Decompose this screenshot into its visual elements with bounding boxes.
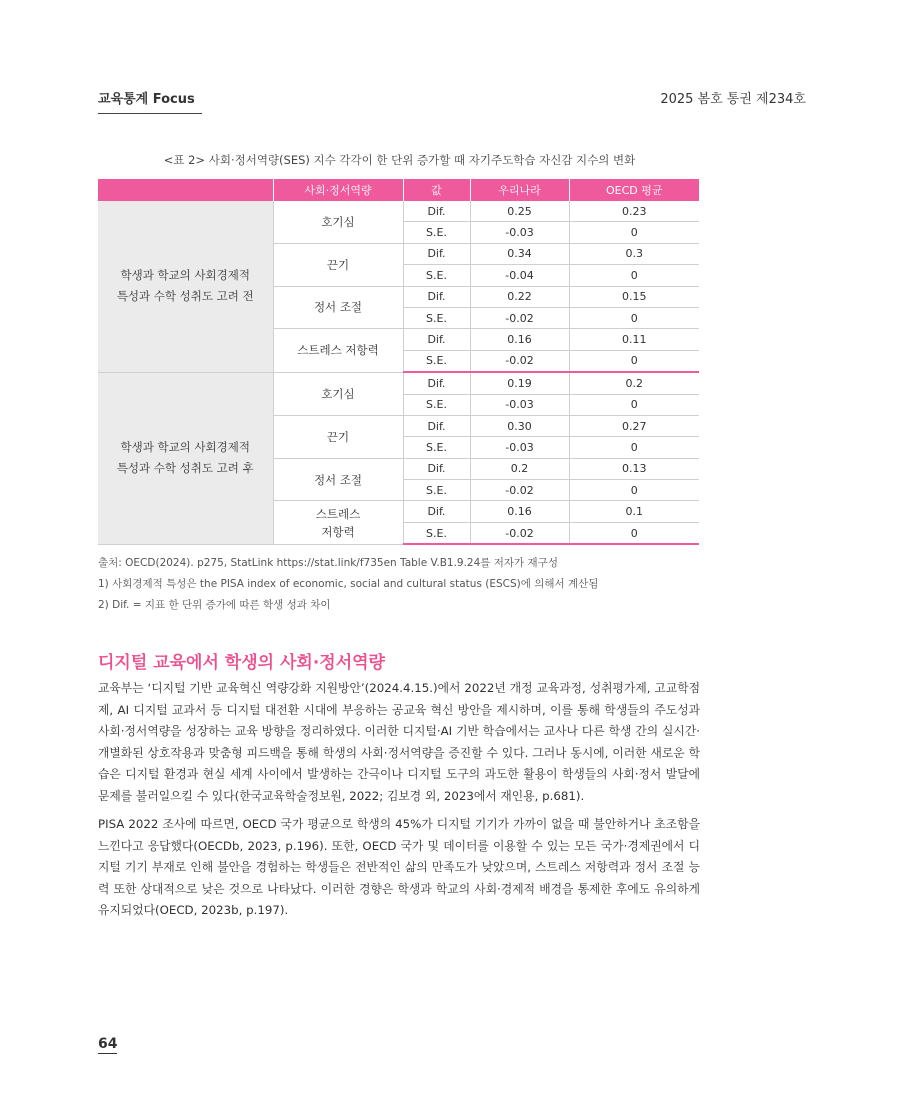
stat-type-cell: Dif. (403, 501, 470, 522)
korea-value-cell: -0.04 (470, 265, 569, 286)
oecd-value-cell: 0 (569, 437, 699, 458)
footnote: 1) 사회경제적 특성은 the PISA index of economic, social and cultural status (ESCS)에 의해서 계산됨 (98, 578, 599, 590)
competency-label: 끈기 (273, 415, 403, 458)
publication-name: 교육통계 Focus (98, 88, 202, 114)
table-body (98, 201, 699, 544)
korea-value-cell: -0.02 (470, 522, 569, 544)
column-header: 값 (403, 179, 470, 201)
stat-type-cell: Dif. (403, 243, 470, 264)
group-label: 학생과 학교의 사회경제적 특성과 수학 성취도 고려 전 (98, 201, 273, 372)
table-row (98, 201, 699, 222)
korea-value-cell: -0.02 (470, 350, 569, 372)
stat-type-cell: Dif. (403, 372, 470, 394)
korea-value-cell: -0.03 (470, 394, 569, 415)
running-header (98, 88, 806, 108)
stat-type-cell: Dif. (403, 329, 470, 350)
competency-label: 호기심 (273, 201, 403, 243)
stat-type-cell: S.E. (403, 394, 470, 415)
stat-type-cell: S.E. (403, 222, 470, 243)
oecd-value-cell: 0.13 (569, 458, 699, 479)
stat-type-cell: S.E. (403, 350, 470, 372)
oecd-value-cell: 0 (569, 480, 699, 501)
source-note: 출처: OECD(2024). p275, StatLink https://stat.link/f735en Table V.B1.9.24를 저자가 재구성 (98, 557, 558, 569)
body-paragraph: 교육부는 ‘디지털 기반 교육혁신 역량강화 지원방안’(2024.4.15.)에서 2022년 개정 교육과정, 성취평가제, 고교학점제, AI 디지털 교과서 등 디지털 대전환 시대에 부응하는 공교육 혁신 방안을 제시하며, 이를 통해 학생들의 주도성과 사회·정서역량을 성장하는 교육 방향을 정리하였다. 이러한 디지털·AI 기반 학습에서는 교사나 다른 학생 간의 실시간·개별화된 상호작용과 맞춤형 피드백을 통해 학생의 사회·정서역량을 증진할 수 있다. 그러나 동시에, 이러한 새로운 학습은 디지털 환경과 현실 세계 사이에서 발생하는 간극이나 디지털 도구의 과도한 활용이 학생들의 사회·정서 발달에 문제를 불러일으킬 수 있다(한국교육학술정보원, 2022; 김보경 외, 2023에서 재인용, p.681). (98, 681, 700, 803)
korea-value-cell: 0.30 (470, 415, 569, 436)
korea-value-cell: 0.22 (470, 286, 569, 307)
column-header (98, 179, 273, 201)
competency-label: 스트레스 저항력 (273, 501, 403, 544)
oecd-value-cell: 0 (569, 522, 699, 544)
table-row (98, 372, 699, 394)
stat-type-cell: Dif. (403, 458, 470, 479)
column-header: 사회·정서역량 (273, 179, 403, 201)
section-title: 디지털 교육에서 학생의 사회·정서역량 (98, 653, 385, 673)
competency-label: 끈기 (273, 243, 403, 286)
ses-table (98, 179, 699, 545)
competency-label: 정서 조절 (273, 286, 403, 329)
page-number: 64 (98, 1036, 118, 1052)
korea-value-cell: -0.02 (470, 307, 569, 328)
stat-type-cell: S.E. (403, 265, 470, 286)
stat-type-cell: Dif. (403, 201, 470, 222)
competency-label: 스트레스 저항력 (273, 329, 403, 372)
column-header: OECD 평균 (569, 179, 699, 201)
oecd-value-cell: 0.1 (569, 501, 699, 522)
korea-value-cell: 0.19 (470, 372, 569, 394)
stat-type-cell: S.E. (403, 480, 470, 501)
korea-value-cell: 0.2 (470, 458, 569, 479)
competency-label: 호기심 (273, 372, 403, 415)
oecd-value-cell: 0 (569, 307, 699, 328)
group-label: 학생과 학교의 사회경제적 특성과 수학 성취도 고려 후 (98, 372, 273, 544)
footnote: 2) Dif. = 지표 한 단위 증가에 따른 학생 성과 차이 (98, 599, 331, 611)
oecd-value-cell: 0.3 (569, 243, 699, 264)
table-notes (98, 555, 598, 618)
stat-type-cell: S.E. (403, 307, 470, 328)
oecd-value-cell: 0 (569, 350, 699, 372)
oecd-value-cell: 0 (569, 265, 699, 286)
oecd-value-cell: 0.27 (569, 415, 699, 436)
issue-info: 2025 봄호 통권 제234호 (660, 92, 806, 107)
table-header-row (98, 179, 699, 201)
oecd-value-cell: 0 (569, 394, 699, 415)
stat-type-cell: S.E. (403, 437, 470, 458)
korea-value-cell: -0.03 (470, 222, 569, 243)
stat-type-cell: Dif. (403, 286, 470, 307)
korea-value-cell: 0.16 (470, 501, 569, 522)
oecd-value-cell: 0.15 (569, 286, 699, 307)
table-caption: <표 2> 사회·정서역량(SES) 지수 각각이 한 단위 증가할 때 자기주도학습 자신감 지수의 변화 (163, 153, 636, 167)
korea-value-cell: 0.25 (470, 201, 569, 222)
body-paragraph: PISA 2022 조사에 따르면, OECD 국가 평균으로 학생의 45%가 디지털 기기가 가까이 없을 때 불안하거나 초조함을 느낀다고 응답했다(OECDb, 2023, p.196). 또한, OECD 국가 및 데이터를 이용할 수 있는 모든 국가·경제권에서 디지털 기기 부재로 인해 불안을 경험하는 학생들은 전반적인 삶의 만족도가 낮았으며, 스트레스 저항력과 정서 조절 능력 또한 상대적으로 낮은 것으로 나타났다. 이러한 경향은 학생과 학교의 사회·경제적 배경을 통제한 후에도 유의하게 유지되었다(OECD, 2023b, p.197). (98, 817, 700, 917)
column-header: 우리나라 (470, 179, 569, 201)
korea-value-cell: 0.34 (470, 243, 569, 264)
korea-value-cell: -0.03 (470, 437, 569, 458)
oecd-value-cell: 0.23 (569, 201, 699, 222)
stat-type-cell: Dif. (403, 415, 470, 436)
oecd-value-cell: 0.2 (569, 372, 699, 394)
oecd-value-cell: 0 (569, 222, 699, 243)
korea-value-cell: 0.16 (470, 329, 569, 350)
korea-value-cell: -0.02 (470, 480, 569, 501)
competency-label: 정서 조절 (273, 458, 403, 501)
stat-type-cell: S.E. (403, 522, 470, 544)
oecd-value-cell: 0.11 (569, 329, 699, 350)
